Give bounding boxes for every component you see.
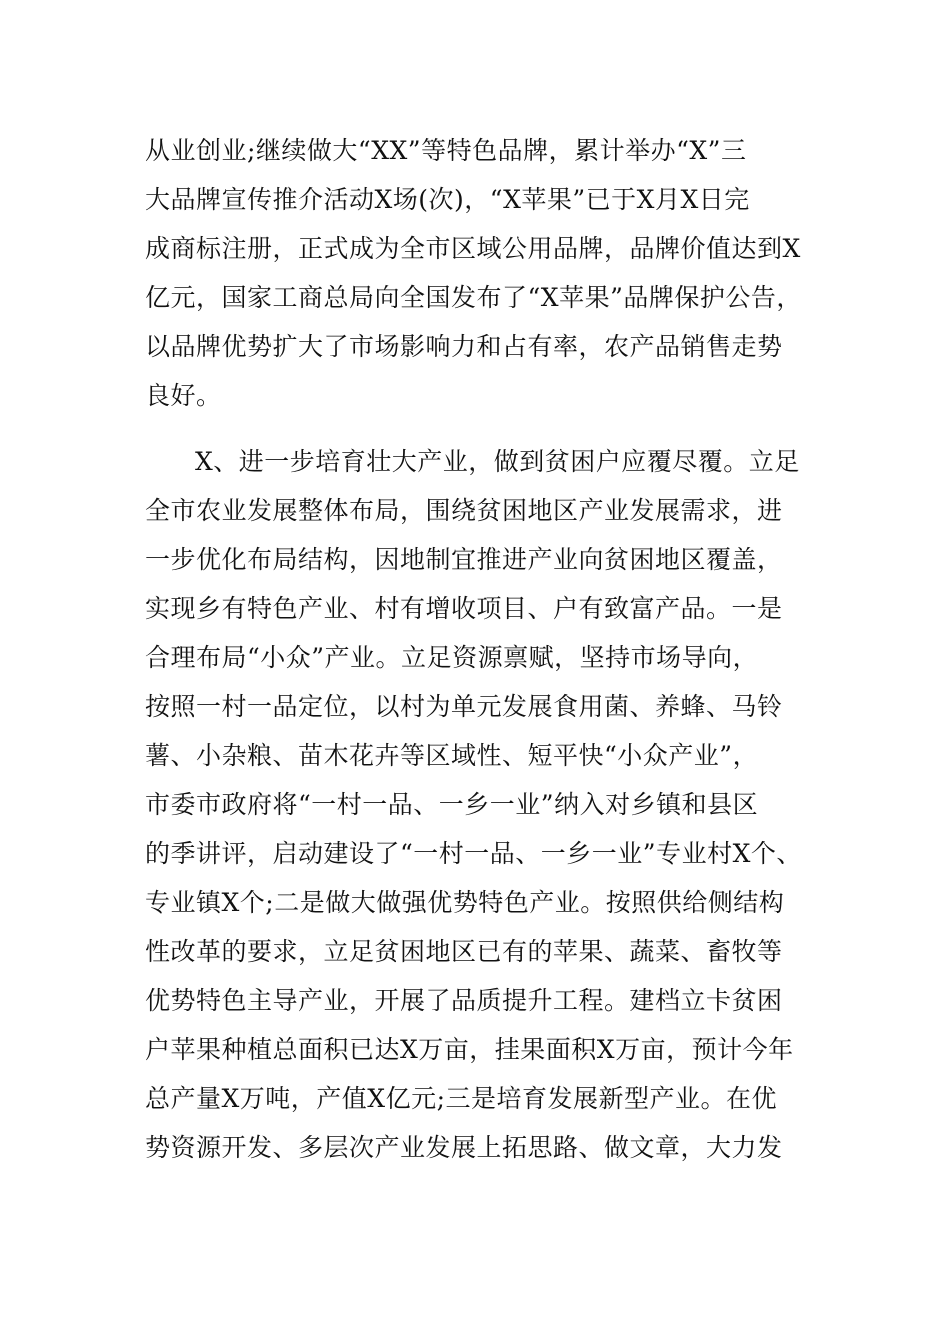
text-line: 专业镇X个;二是做大做强优势特色产业。按照供给侧结构 bbox=[145, 888, 785, 917]
text-line: 大品牌宣传推介活动X场(次)，“X苹果”已于X月X日完 bbox=[145, 185, 750, 214]
text-line: 优势特色主导产业，开展了品质提升工程。建档立卡贫困 bbox=[145, 986, 783, 1015]
text-line: 一步优化布局结构，因地制宜推进产业向贫困地区覆盖， bbox=[145, 545, 783, 574]
text-line: 亿元，国家工商总局向全国发布了“X苹果”品牌保护公告， bbox=[145, 283, 802, 312]
text-line: 的季讲评，启动建设了“一村一品、一乡一业”专业村X个、 bbox=[145, 839, 802, 868]
text-line: 总产量X万吨，产值X亿元;三是培育发展新型产业。在优 bbox=[145, 1084, 778, 1113]
text-line: 成商标注册，正式成为全市区域公用品牌，品牌价值达到X bbox=[145, 234, 801, 263]
text-line: 市委市政府将“一村一品、一乡一业”纳入对乡镇和县区 bbox=[145, 790, 759, 819]
text-line: 全市农业发展整体布局，围绕贫困地区产业发展需求，进 bbox=[145, 496, 783, 525]
text-line: 从业创业;继续做大“XX”等特色品牌，累计举办“X”三 bbox=[145, 136, 747, 165]
text-line: 按照一村一品定位，以村为单元发展食用菌、养蜂、马铃 bbox=[145, 692, 783, 721]
text-line: 合理布局“小众”产业。立足资源禀赋，坚持市场导向， bbox=[145, 643, 759, 672]
text-line: 薯、小杂粮、苗木花卉等区域性、短平快“小众产业”， bbox=[145, 741, 759, 770]
text-line: 良好。 bbox=[145, 381, 222, 410]
text-line: 户苹果种植总面积已达X万亩，挂果面积X万亩，预计今年 bbox=[145, 1035, 794, 1064]
text-line: X、进一步培育壮大产业，做到贫困户应覆尽覆。立足 bbox=[195, 447, 800, 476]
text-line: 性改革的要求，立足贫困地区已有的苹果、蔬菜、畜牧等 bbox=[145, 937, 783, 966]
text-line: 实现乡有特色产业、村有增收项目、户有致富产品。一是 bbox=[145, 594, 783, 623]
text-line: 以品牌优势扩大了市场影响力和占有率，农产品销售走势 bbox=[145, 332, 783, 361]
text-line: 势资源开发、多层次产业发展上拓思路、做文章，大力发 bbox=[145, 1133, 783, 1162]
